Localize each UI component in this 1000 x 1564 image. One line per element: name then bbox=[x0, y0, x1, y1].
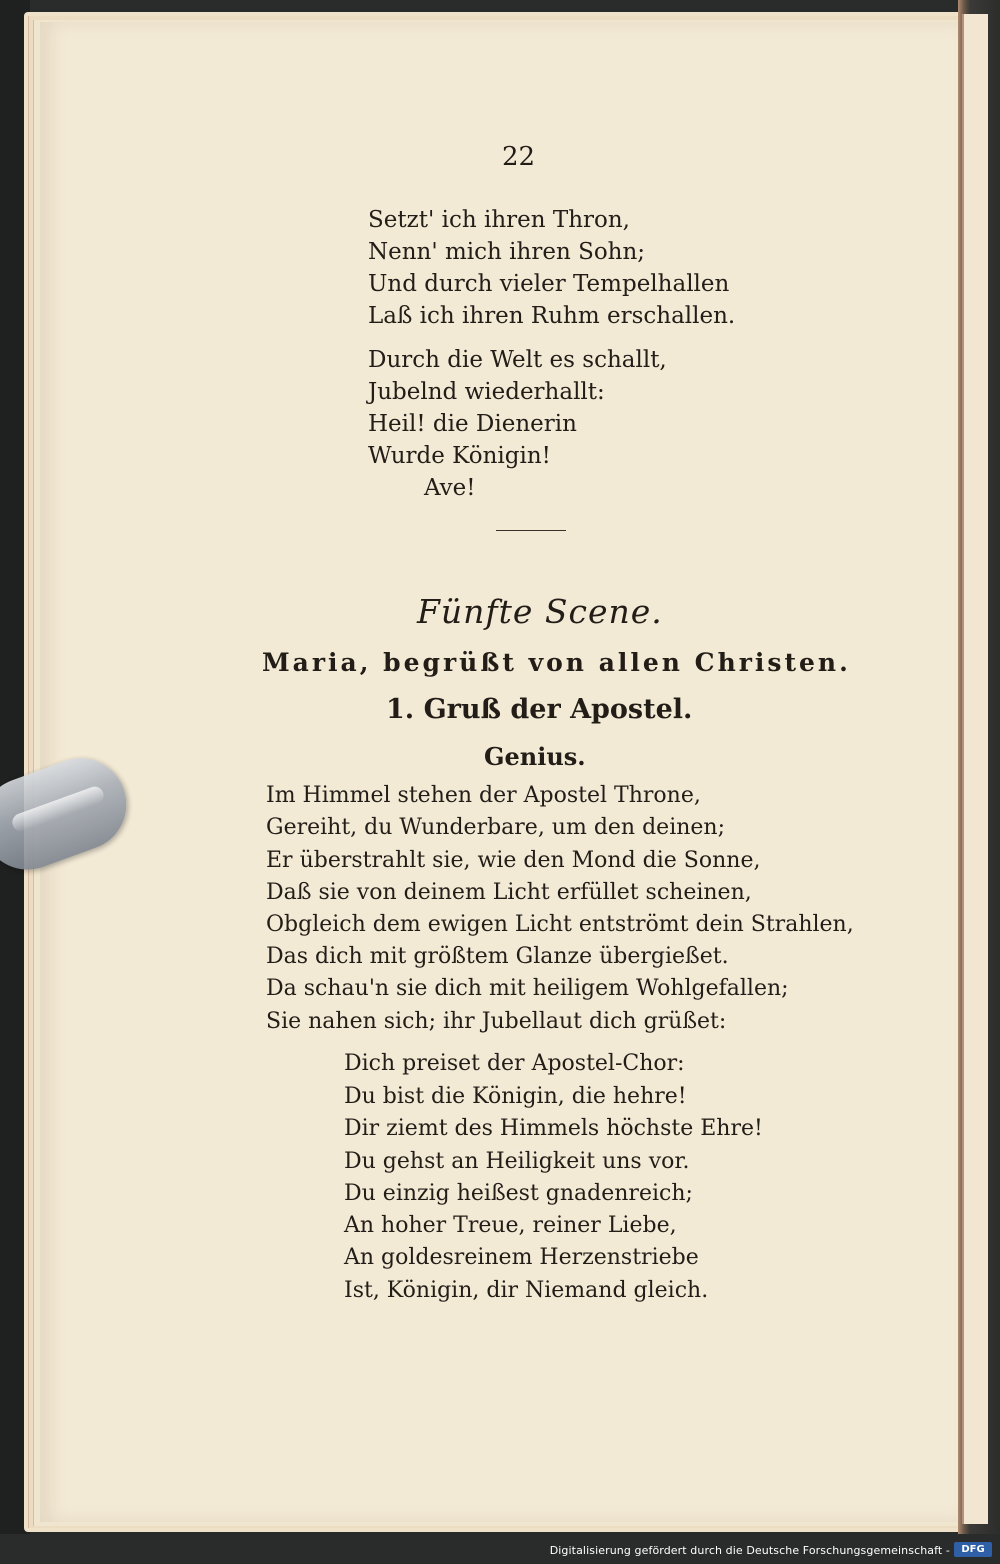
funding-credit: Digitalisierung gefördert durch die Deutsche Forschungsgemeinschaft - bbox=[549, 1544, 950, 1557]
verse-line: Heil! die Dienerin bbox=[368, 411, 577, 437]
verse-line: Und durch vieler Tempelhallen bbox=[368, 271, 730, 297]
section-divider bbox=[496, 530, 566, 531]
next-page-edge bbox=[962, 14, 988, 1524]
verse-line: Gereiht, du Wunderbare, um den deinen; bbox=[266, 815, 726, 840]
verse-line: Jubelnd wiederhallt: bbox=[368, 379, 605, 405]
verse-line: Durch die Welt es schallt, bbox=[368, 347, 667, 373]
verse-line: Du bist die Königin, die hehre! bbox=[344, 1084, 687, 1109]
dfg-logo: DFG bbox=[954, 1542, 992, 1557]
verse-line: Du gehst an Heiligkeit uns vor. bbox=[344, 1149, 690, 1174]
verse-line: Ave! bbox=[424, 475, 476, 501]
scene-subtitle: Maria, begrüßt von allen Christen. bbox=[262, 648, 851, 677]
verse-line: Das dich mit größtem Glanze übergießet. bbox=[266, 944, 729, 969]
verse-line: An hoher Treue, reiner Liebe, bbox=[344, 1213, 677, 1238]
speaker-name: Genius. bbox=[484, 742, 586, 771]
verse-line: Obgleich dem ewigen Licht entströmt dein Strahlen, bbox=[266, 912, 854, 937]
page-number: 22 bbox=[502, 142, 536, 172]
verse-line: Setzt' ich ihren Thron, bbox=[368, 207, 630, 233]
verse-line: Daß sie von deinem Licht erfüllet scheinen, bbox=[266, 880, 752, 905]
verse-line: Du einzig heißest gnadenreich; bbox=[344, 1181, 693, 1206]
verse-line: Laß ich ihren Ruhm erschallen. bbox=[368, 303, 736, 329]
verse-line: An goldesreinem Herzenstriebe bbox=[344, 1245, 699, 1270]
scene-title: Fünfte Scene. bbox=[417, 592, 663, 631]
verse-line: Nenn' mich ihren Sohn; bbox=[368, 239, 646, 265]
verse-line: Dir ziemt des Himmels höchste Ehre! bbox=[344, 1116, 763, 1141]
verse-line: Da schau'n sie dich mit heiligem Wohlgefallen; bbox=[266, 976, 789, 1001]
verse-line: Er überstrahlt sie, wie den Mond die Sonne, bbox=[266, 848, 761, 873]
verse-line: Wurde Königin! bbox=[368, 443, 551, 469]
verse-line: Ist, Königin, dir Niemand gleich. bbox=[344, 1278, 709, 1303]
verse-line: Sie nahen sich; ihr Jubellaut dich grüßet: bbox=[266, 1009, 727, 1034]
verse-line: Im Himmel stehen der Apostel Throne, bbox=[266, 783, 701, 808]
verse-line: Dich preiset der Apostel-Chor: bbox=[344, 1051, 685, 1076]
section-title: 1. Gruß der Apostel. bbox=[386, 694, 693, 725]
